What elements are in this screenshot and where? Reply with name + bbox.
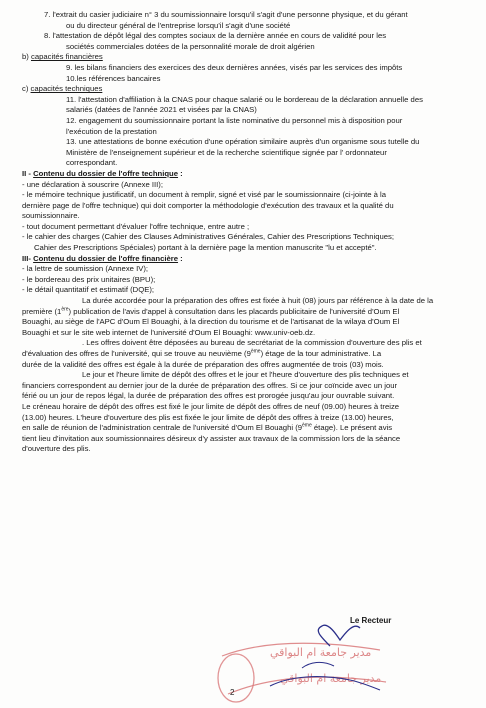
paragraph-schedule-line6: en salle de réunion de l'administration centrale de l'université d'Oum El Bouaghi (9ème étage). Le présent avis [22, 422, 393, 433]
paragraph-duration: La durée accordée pour la préparation des offres est fixée à huit (08) jours par référence à la date de la [82, 296, 434, 306]
ii-item-4: - le cahier des charges (Cahier des Clauses Administratives Générales, Cahier des Prescriptions Techniques; [22, 232, 395, 242]
signature-block [210, 616, 410, 704]
paragraph-schedule-line2: financiers correspondent au dernier jour de la durée de préparation des offres. Si ce jour coïncide avec un jour [22, 380, 398, 390]
list-item-13-cont2: correspondant. [66, 158, 118, 168]
list-item-12: 12. engagement du soumissionnaire portant la liste nominative du personnel mis à disposition pour [66, 115, 403, 125]
list-item-12-cont: l'exécution de la prestation [66, 126, 157, 136]
list-item-11: 11. l'attestation d'affiliation à la CNAS pour chaque salarié ou le bordereau de la déclaration annuelle des [66, 94, 423, 104]
paragraph-schedule: Le jour et l'heure limite de dépôt des offres et le jour et l'heure d'ouverture des plis techniques et [82, 370, 409, 380]
paragraph-deposit-line3: durée de la validité des offres est égale à la durée de préparation des offres augmentée de trois (03) mois. [22, 359, 384, 369]
page-number: 2 [230, 688, 235, 697]
ii-item-2-cont: dernière page de l'offre technique) qui doit comporter la méthodologie d'exécution des travaux et la qualité du [22, 200, 394, 210]
ii-item-1: - une déclaration à souscrire (Annexe III); [22, 179, 164, 189]
paragraph-deposit-line2: d'évaluation des offres de l'université, qui se trouve au neuvième (9ème) étage de la tour administrative. La [22, 348, 382, 358]
paragraph-duration-line4: Bouaghi et sur le site web internet de l'université d'Oum El Bouaghi: www.univ-oeb.dz. [22, 327, 316, 337]
iii-item-3: - le détail quantitatif et estimatif (DQE); [22, 285, 155, 295]
list-item-13-cont: Ministère de l'enseignement supérieur et de la recherche scientifique signée par l' ordonnateur [66, 147, 387, 157]
list-item-9: 9. les bilans financiers des exercices des deux dernières années, visés par les services des impôts [66, 62, 403, 72]
list-item-7: 7. l'extrait du casier judiciaire n° 3 du soumissionnaire lorsqu'il s'agit d'une personne physique, et du gérant [44, 10, 408, 19]
ii-item-3: - tout document permettant d'évaluer l'offre technique, entre autre ; [22, 221, 250, 231]
paragraph-schedule-line8: d'ouverture des plis. [22, 444, 91, 454]
ii-item-4-cont: Cahier des Prescriptions Spéciales) portant à la dernière page la mention manuscrite "lu et accepté". [34, 243, 377, 253]
section-ii-heading: II - Contenu du dossier de l'offre technique : [22, 168, 183, 178]
signatory-title: Le Recteur [350, 616, 392, 625]
list-item-11-cont: salariés (datées de l'année 2021 et visées par la CNAS) [66, 105, 257, 115]
section-iii-heading: III- Contenu du dossier de l'offre financière : [22, 253, 183, 263]
list-item-13: 13. une attestations de bonne exécution d'une opération similaire auprès d'un organisme sous tutelle du [66, 137, 420, 147]
list-item-8-cont: sociétés commerciales dotées de la personnalité morale de droit algérien [66, 41, 315, 51]
ii-item-2: - le mémoire technique justificatif, un document à remplir, signé et visé par le soumissionnaire (ci-jointe à la [22, 190, 387, 200]
iii-item-1: - la lettre de soumission (Annexe IV); [22, 264, 149, 274]
stamp-text-line2: مدير جامعة ام البواقي [280, 672, 382, 685]
iii-item-2: - le bordereau des prix unitaires (BPU); [22, 274, 156, 284]
paragraph-schedule-line3: férié ou un jour de repos légal, la durée de préparation des offres est prorogée jusqu'au jour ouvrable suivant. [22, 391, 395, 401]
list-item-7-cont: ou du directeur général de l'entreprise lorsqu'il s'agit d'une société [66, 20, 291, 30]
list-item-8: 8. l'attestation de dépôt légal des comptes sociaux de la dernière année en cours de validité pour les [44, 31, 387, 41]
paragraph-schedule-line4: Le créneau horaire de dépôt des offres est fixé le jour limite de dépôt des offres de neuf (09.00) heures à treize [22, 401, 400, 411]
paragraph-duration-line3: Bouaghi, au siège de l'APC d'Oum El Bouaghi, à la direction du tourisme et de l'artisanat de la wilaya d'Oum El [22, 317, 400, 327]
stamp-text-line1: مدير جامعة ام البواقي [270, 646, 372, 659]
list-item-10: 10.les références bancaires [66, 73, 161, 83]
paragraph-duration-line2: première (1ère) publication de l'avis d'appel à consultation dans les placards publicitaire de l'université d'Oum El [22, 306, 400, 316]
paragraph-deposit: . Les offres doivent être déposées au bureau de secrétariat de la commission d'ouverture des plis et [82, 338, 422, 348]
official-stamp-icon [210, 616, 410, 704]
ii-item-2-cont2: soumissionnaire. [22, 211, 80, 221]
section-c-heading: c) capacités techniques [22, 84, 103, 94]
section-b-heading: b) capacités financières [22, 52, 103, 62]
paragraph-schedule-line7: tient lieu d'invitation aux soumissionnaires désireux d'y assister aux travaux de la commission lors de la séance [22, 433, 401, 443]
paragraph-schedule-line5: (13.00) heures. L'heure d'ouverture des plis est fixée le jour limite de dépôt des offres à treize (13.00) heures, [22, 412, 394, 422]
